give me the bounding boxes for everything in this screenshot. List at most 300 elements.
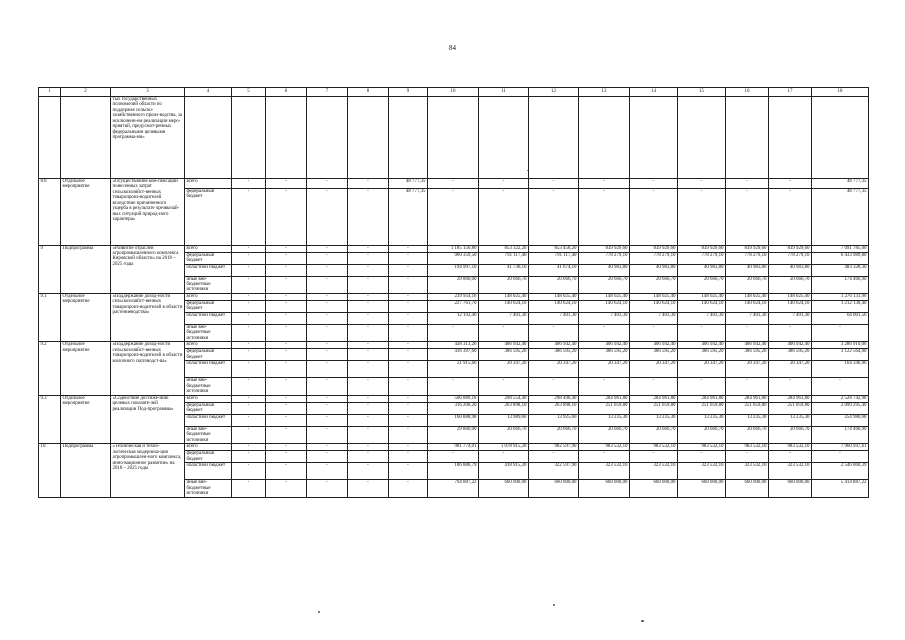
value-cell: - <box>232 342 266 349</box>
column-number: 1 <box>39 88 61 97</box>
value-cell: 20 666,70 <box>479 426 529 443</box>
value-cell: 140 624,10 <box>579 300 630 312</box>
column-number: 3 <box>111 88 185 97</box>
measure-type: Отдельное мероприятие <box>61 395 111 443</box>
empty-cell <box>348 97 389 179</box>
value-cell: 20 347,20 <box>630 361 678 378</box>
value-cell: - <box>266 245 307 252</box>
value-cell: 386 595,20 <box>678 349 726 361</box>
funding-source: всего <box>185 395 232 402</box>
value-cell: 160 888,98 <box>428 414 479 426</box>
table-row <box>39 293 869 300</box>
value-cell: 20 666,70 <box>678 426 726 443</box>
empty-cell <box>479 97 529 179</box>
column-number: 12 <box>529 88 579 97</box>
value-cell: 20 666,70 <box>579 426 630 443</box>
measure-type: Отдельное мероприятие <box>61 342 111 395</box>
value-cell: - <box>348 312 389 324</box>
value-cell: 148 025,40 <box>529 293 579 300</box>
value-cell: 7 401,30 <box>769 312 812 324</box>
column-number: 5 <box>232 88 266 97</box>
value-cell: - <box>307 324 348 341</box>
scan-speck <box>553 604 555 606</box>
value-cell: - <box>266 179 307 189</box>
value-cell: - <box>348 252 389 264</box>
value-cell: - <box>579 188 630 245</box>
funding-source: иные вне-бюджетные источники <box>185 276 232 293</box>
value-cell: 839 929,60 <box>726 245 769 252</box>
value-cell: 40 983,80 <box>630 264 678 276</box>
funding-source: всего <box>185 245 232 252</box>
value-cell: - <box>307 426 348 443</box>
value-cell: 148 025,40 <box>726 293 769 300</box>
scan-speck <box>641 620 644 622</box>
value-cell: - <box>232 444 266 451</box>
value-cell: 13 235,30 <box>769 414 812 426</box>
value-cell: - <box>726 451 769 463</box>
value-cell: - <box>232 276 266 293</box>
value-cell: 20 347,20 <box>529 361 579 378</box>
column-number: 16 <box>726 88 769 97</box>
empty-cell <box>812 97 869 179</box>
value-cell: - <box>726 324 769 341</box>
value-cell: 778 279,10 <box>678 252 726 264</box>
column-number: 4 <box>185 88 232 97</box>
value-cell: 20 347,20 <box>479 361 529 378</box>
value-cell: - <box>389 349 428 361</box>
value-cell: - <box>389 293 428 300</box>
funding-source: федеральный бюджет <box>185 300 232 312</box>
table-row <box>39 245 869 252</box>
measure-type: Отдельное мероприятие <box>61 179 111 246</box>
value-cell: - <box>307 264 348 276</box>
value-cell: - <box>266 342 307 349</box>
value-cell: - <box>266 480 307 497</box>
value-cell: - <box>266 312 307 324</box>
value-cell: 406 942,40 <box>769 342 812 349</box>
value-cell: 839 929,60 <box>769 245 812 252</box>
value-cell: 29 800,00 <box>428 276 479 293</box>
value-cell: 13 989,60 <box>479 414 529 426</box>
value-cell: 140 624,10 <box>529 300 579 312</box>
value-cell: - <box>630 324 678 341</box>
value-cell: 263 898,10 <box>479 402 529 414</box>
value-cell: 284 961,80 <box>630 395 678 402</box>
measure-type: Подпрограмма <box>61 444 111 497</box>
value-cell: - <box>307 451 348 463</box>
value-cell: - <box>389 414 428 426</box>
value-cell: 284 961,80 <box>678 395 726 402</box>
value-cell: - <box>348 361 389 378</box>
value-cell: - <box>389 402 428 414</box>
empty-cell <box>428 97 479 179</box>
total-cell: - <box>812 324 869 341</box>
funding-source: всего <box>185 293 232 300</box>
value-cell: - <box>307 395 348 402</box>
value-cell: 660 000,00 <box>479 480 529 497</box>
total-cell: 64 001,56 <box>812 312 869 324</box>
value-cell: 40 983,80 <box>579 264 630 276</box>
measure-type: Отдельное мероприятие <box>61 293 111 341</box>
value-cell: - <box>232 300 266 312</box>
column-number: 9 <box>389 88 428 97</box>
value-cell: - <box>348 426 389 443</box>
value-cell: 386 595,20 <box>529 349 579 361</box>
value-cell: 284 961,80 <box>726 395 769 402</box>
value-cell: - <box>769 179 812 189</box>
value-cell: 20 666,70 <box>630 426 678 443</box>
value-cell: - <box>307 300 348 312</box>
value-cell: - <box>428 188 479 245</box>
table-row <box>39 179 869 189</box>
value-cell: 778 279,10 <box>726 252 769 264</box>
value-cell: 406 942,40 <box>479 342 529 349</box>
continuation-row <box>39 97 869 179</box>
value-cell: 20 666,70 <box>479 276 529 293</box>
value-cell: - <box>348 276 389 293</box>
total-cell: 174 466,90 <box>812 276 869 293</box>
value-cell: - <box>630 451 678 463</box>
value-cell: - <box>232 293 266 300</box>
value-cell: - <box>630 188 678 245</box>
value-cell: 791 117,40 <box>479 252 529 264</box>
page-number: 84 <box>449 44 456 52</box>
value-cell: 983 532,10 <box>726 444 769 451</box>
budget-table <box>38 87 869 498</box>
funding-source: иные вне-бюджетные источники <box>185 378 232 395</box>
value-cell: 406 942,40 <box>579 342 630 349</box>
value-cell: - <box>266 264 307 276</box>
empty-cell <box>579 97 630 179</box>
value-cell: 148 025,40 <box>579 293 630 300</box>
value-cell: - <box>348 480 389 497</box>
measure-name: «Развитие отраслей агропромышленного комплекса Кировской области» на 2018 – 2025 годы <box>111 245 185 293</box>
value-cell: - <box>389 426 428 443</box>
value-cell: - <box>389 480 428 497</box>
value-cell: 794 887,22 <box>428 480 479 497</box>
value-cell: 983 532,10 <box>678 444 726 451</box>
value-cell: - <box>232 252 266 264</box>
value-cell: - <box>389 276 428 293</box>
value-cell: 41 674,10 <box>529 264 579 276</box>
value-cell: 839 929,60 <box>579 245 630 252</box>
value-cell: - <box>726 179 769 189</box>
value-cell: - <box>479 179 529 189</box>
value-cell: - <box>307 361 348 378</box>
total-cell: 3 122 564,00 <box>812 349 869 361</box>
value-cell: 438 313,26 <box>428 342 479 349</box>
value-cell: - <box>266 293 307 300</box>
value-cell: 263 898,10 <box>529 402 579 414</box>
value-cell: 20 666,70 <box>529 276 579 293</box>
value-cell: 40 983,80 <box>678 264 726 276</box>
value-cell: 316 200,20 <box>428 402 479 414</box>
funding-source: федеральный бюджет <box>185 188 232 245</box>
total-cell: 7 091 785,00 <box>812 245 869 252</box>
value-cell: 7 401,30 <box>630 312 678 324</box>
value-cell: 660 000,00 <box>678 480 726 497</box>
total-cell: 48 777,35 <box>812 188 869 245</box>
value-cell: 406 942,40 <box>529 342 579 349</box>
total-cell: 483 328,30 <box>812 264 869 276</box>
value-cell: 981 774,01 <box>428 444 479 451</box>
column-number-row <box>39 88 869 97</box>
value-cell: - <box>428 179 479 189</box>
value-cell: 323 532,10 <box>726 463 769 480</box>
total-cell: 2 546 060,39 <box>812 463 869 480</box>
total-cell: 1 212 130,40 <box>812 300 869 312</box>
value-cell: - <box>726 188 769 245</box>
empty-cell <box>529 97 579 179</box>
value-cell: - <box>678 378 726 395</box>
value-cell: - <box>389 463 428 480</box>
value-cell: - <box>232 414 266 426</box>
value-cell: 386 595,20 <box>579 349 630 361</box>
value-cell: - <box>232 179 266 189</box>
empty-cell <box>307 97 348 179</box>
value-cell: - <box>348 179 389 189</box>
funding-source: областной бюджет <box>185 312 232 324</box>
table-row <box>39 395 869 402</box>
value-cell: - <box>389 300 428 312</box>
funding-source: областной бюджет <box>185 414 232 426</box>
value-cell: 322 597,90 <box>529 463 579 480</box>
value-cell: 13 925,60 <box>529 414 579 426</box>
funding-source: иные вне-бюджетные источники <box>185 426 232 443</box>
value-cell: - <box>307 378 348 395</box>
row-number: 9.2 <box>39 342 61 395</box>
value-cell: - <box>266 300 307 312</box>
value-cell: - <box>307 342 348 349</box>
value-cell: - <box>348 463 389 480</box>
value-cell: 239 954,16 <box>428 293 479 300</box>
value-cell: 13 235,30 <box>579 414 630 426</box>
value-cell: 13 235,30 <box>630 414 678 426</box>
total-cell: 48 777,35 <box>812 179 869 189</box>
value-cell: - <box>232 349 266 361</box>
value-cell: 284 961,80 <box>769 395 812 402</box>
value-cell: 194 997,10 <box>428 264 479 276</box>
value-cell: - <box>232 324 266 341</box>
total-cell: 254 980,68 <box>812 414 869 426</box>
value-cell: 853 458,20 <box>529 245 579 252</box>
value-cell: 406 942,40 <box>630 342 678 349</box>
funding-source: федеральный бюджет <box>185 349 232 361</box>
value-cell: - <box>389 395 428 402</box>
value-cell: - <box>307 414 348 426</box>
empty-cell <box>185 97 232 179</box>
value-cell: - <box>348 300 389 312</box>
table-row <box>39 444 869 451</box>
value-cell: - <box>348 402 389 414</box>
value-cell: - <box>579 179 630 189</box>
measure-name: «Поддержание доход-ности сельскохозяйст-венных товаропроиз-водителей в области растениеводства» <box>111 293 185 341</box>
total-cell: 164 346,06 <box>812 361 869 378</box>
value-cell: - <box>232 312 266 324</box>
value-cell: - <box>529 179 579 189</box>
value-cell: 148 025,40 <box>678 293 726 300</box>
funding-source: иные вне-бюджетные источники <box>185 480 232 497</box>
value-cell: - <box>479 378 529 395</box>
value-cell: 48 777,35 <box>389 179 428 189</box>
value-cell: - <box>678 451 726 463</box>
funding-source: всего <box>185 179 232 189</box>
value-cell: - <box>266 349 307 361</box>
row-number: 9.1 <box>39 293 61 341</box>
value-cell: - <box>348 264 389 276</box>
value-cell: - <box>232 402 266 414</box>
value-cell: 386 595,20 <box>726 349 769 361</box>
total-cell: 5 414 887,22 <box>812 480 869 497</box>
value-cell: - <box>529 451 579 463</box>
value-cell: - <box>348 188 389 245</box>
value-cell: 7 401,30 <box>726 312 769 324</box>
value-cell: - <box>389 245 428 252</box>
total-cell: 1 276 131,96 <box>812 293 869 300</box>
value-cell: - <box>389 361 428 378</box>
value-cell: - <box>389 252 428 264</box>
value-cell: 251 059,80 <box>769 402 812 414</box>
value-cell: 778 279,10 <box>769 252 812 264</box>
value-cell: - <box>348 324 389 341</box>
column-number: 18 <box>812 88 869 97</box>
value-cell: - <box>266 444 307 451</box>
value-cell: 983 532,10 <box>579 444 630 451</box>
empty-cell <box>678 97 726 179</box>
value-cell: - <box>579 451 630 463</box>
measure-name: «Осуществление ком-пенсации понесенных затрат сельскохозяйст-венных товаропроиз-водителей вследствие причиненного ущерба в результате чрезвычай-ных ситуаций природ-ного характера» <box>111 179 185 246</box>
value-cell: - <box>529 188 579 245</box>
value-cell: 20 666,70 <box>529 426 579 443</box>
value-cell: 251 059,80 <box>678 402 726 414</box>
column-number: 7 <box>307 88 348 97</box>
funding-source: федеральный бюджет <box>185 402 232 414</box>
value-cell: 660 000,00 <box>529 480 579 497</box>
value-cell: - <box>232 480 266 497</box>
value-cell: - <box>389 312 428 324</box>
funding-source: областной бюджет <box>185 264 232 276</box>
value-cell: 298 554,40 <box>479 395 529 402</box>
value-cell: 778 279,10 <box>579 252 630 264</box>
value-cell: - <box>266 463 307 480</box>
value-cell: - <box>307 402 348 414</box>
value-cell: - <box>232 395 266 402</box>
value-cell: 20 347,20 <box>726 361 769 378</box>
value-cell: 406 942,40 <box>678 342 726 349</box>
value-cell: - <box>232 188 266 245</box>
value-cell: - <box>232 463 266 480</box>
value-cell: 853 322,20 <box>479 245 529 252</box>
value-cell: 660 000,00 <box>769 480 812 497</box>
measure-name: «Поддержание доход-ности сельскохозяйст-венных товаропроиз-водителей в области молочного скотоводст-ва» <box>111 342 185 395</box>
value-cell: 148 025,40 <box>630 293 678 300</box>
total-cell: 7 960 947,61 <box>812 444 869 451</box>
value-cell: - <box>348 451 389 463</box>
value-cell: 1 185 156,80 <box>428 245 479 252</box>
value-cell: 20 347,20 <box>579 361 630 378</box>
value-cell: - <box>479 324 529 341</box>
value-cell: 7 401,30 <box>479 312 529 324</box>
value-cell: 251 059,80 <box>579 402 630 414</box>
value-cell: - <box>307 349 348 361</box>
value-cell: 20 347,20 <box>678 361 726 378</box>
value-cell: - <box>479 451 529 463</box>
empty-cell <box>769 97 812 179</box>
value-cell: 251 059,80 <box>630 402 678 414</box>
value-cell: - <box>307 293 348 300</box>
value-cell: - <box>428 324 479 341</box>
value-cell: 386 595,20 <box>479 349 529 361</box>
value-cell: - <box>348 414 389 426</box>
value-cell: 323 532,10 <box>630 463 678 480</box>
value-cell: 140 624,10 <box>726 300 769 312</box>
value-cell: - <box>307 312 348 324</box>
value-cell: 386 595,20 <box>769 349 812 361</box>
row-number: 10 <box>39 444 61 497</box>
value-cell: - <box>232 361 266 378</box>
value-cell: - <box>428 451 479 463</box>
value-cell: 660 000,00 <box>726 480 769 497</box>
total-cell: - <box>812 378 869 395</box>
value-cell: - <box>348 349 389 361</box>
value-cell: 960 359,50 <box>428 252 479 264</box>
value-cell: 140 624,10 <box>630 300 678 312</box>
value-cell: - <box>266 378 307 395</box>
value-cell: - <box>307 276 348 293</box>
value-cell: - <box>266 252 307 264</box>
value-cell: 298 490,40 <box>529 395 579 402</box>
value-cell: - <box>630 378 678 395</box>
value-cell: - <box>266 402 307 414</box>
column-number: 6 <box>266 88 307 97</box>
value-cell: - <box>232 378 266 395</box>
value-cell: 983 532,10 <box>630 444 678 451</box>
value-cell: - <box>769 451 812 463</box>
empty-cell <box>266 97 307 179</box>
value-cell: - <box>266 324 307 341</box>
value-cell: - <box>479 188 529 245</box>
value-cell: 20 666,70 <box>579 276 630 293</box>
value-cell: 148 025,40 <box>479 293 529 300</box>
empty-cell <box>630 97 678 179</box>
value-cell: 7 401,30 <box>678 312 726 324</box>
value-cell: - <box>266 361 307 378</box>
column-number: 11 <box>479 88 529 97</box>
funding-source: всего <box>185 342 232 349</box>
value-cell: 778 279,10 <box>630 252 678 264</box>
value-cell: 20 666,70 <box>726 276 769 293</box>
empty-cell <box>232 97 266 179</box>
value-cell: - <box>769 324 812 341</box>
value-cell: - <box>348 342 389 349</box>
value-cell: 29 800,00 <box>428 426 479 443</box>
value-cell: 791 117,40 <box>529 252 579 264</box>
value-cell: 7 401,30 <box>529 312 579 324</box>
value-cell: - <box>307 245 348 252</box>
column-number: 15 <box>678 88 726 97</box>
value-cell: - <box>232 426 266 443</box>
total-cell: 6 433 989,80 <box>812 252 869 264</box>
value-cell: 20 666,70 <box>630 276 678 293</box>
value-cell: - <box>726 378 769 395</box>
measure-type: Подпрограмма <box>61 245 111 293</box>
value-cell: - <box>232 451 266 463</box>
scan-speck <box>527 170 528 171</box>
funding-source: федеральный бюджет <box>185 252 232 264</box>
value-cell: 40 983,80 <box>726 264 769 276</box>
value-cell: 284 961,80 <box>579 395 630 402</box>
value-cell: - <box>307 188 348 245</box>
